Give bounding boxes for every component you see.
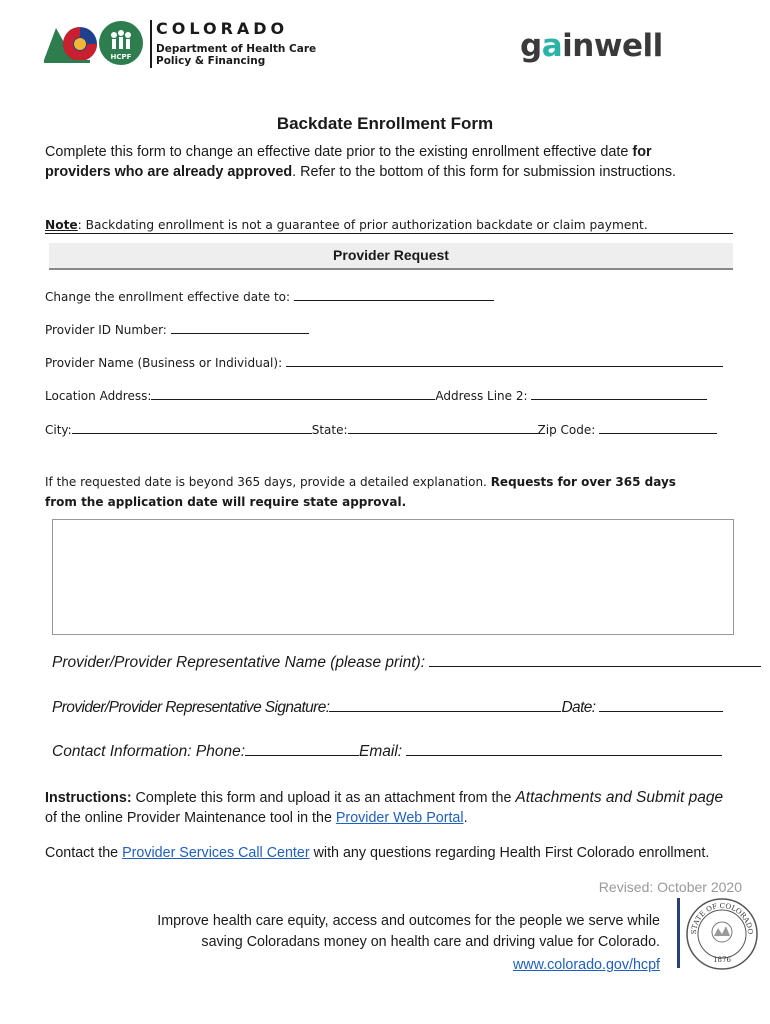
- email-label: Email:: [359, 743, 403, 760]
- colorado-logo: [44, 20, 104, 66]
- explanation-textarea[interactable]: [52, 519, 734, 635]
- zip-label: Zip Code:: [537, 423, 596, 437]
- contact-info-row: [52, 741, 722, 761]
- rep-name-field[interactable]: [429, 652, 761, 667]
- contact-paragraph: Contact the Provider Services Call Center with any questions regarding Health First Colorado enrollment.: [45, 845, 710, 861]
- explanation-instructions: If the requested date is beyond 365 days, provide a detailed explanation. Requests for over 365 days from the application date will require state approval.: [45, 475, 676, 509]
- gainwell-logo-text: gainwell: [520, 28, 663, 64]
- backdate-note: [45, 218, 733, 234]
- colorado-wordmark: COLORADO: [156, 19, 289, 38]
- department-line2: Policy & Financing: [156, 55, 266, 67]
- provider-name-row: [45, 354, 723, 370]
- department-name: [156, 43, 316, 67]
- gainwell-logo: [520, 28, 663, 64]
- rep-name-row: [52, 652, 761, 672]
- address-line2-field[interactable]: [531, 387, 707, 400]
- state-seal-icon: [684, 896, 760, 972]
- mission-line2: saving Coloradans money on health care and driving value for Colorado.: [201, 934, 660, 950]
- call-center-link[interactable]: Provider Services Call Center: [122, 845, 310, 861]
- zip-field[interactable]: [599, 421, 717, 434]
- provider-id-label: Provider ID Number:: [45, 323, 167, 337]
- email-field[interactable]: [406, 741, 722, 756]
- state-field[interactable]: [348, 421, 538, 434]
- note-text: : Backdating enrollment is not a guarantee of prior authorization backdate or claim payment.: [77, 218, 648, 232]
- address-row: [45, 387, 707, 403]
- city-state-zip-row: [45, 421, 717, 437]
- mission-line1: Improve health care equity, access and outcomes for the people we serve while: [157, 913, 660, 929]
- provider-name-label: Provider Name (Business or Individual):: [45, 356, 283, 370]
- section-header-provider-request: Provider Request: [49, 243, 733, 270]
- hcpf-logo: [98, 20, 144, 66]
- mission-statement: [90, 911, 660, 953]
- revised-date: Revised: October 2020: [598, 879, 742, 895]
- effective-date-label: Change the enrollment effective date to:: [45, 290, 291, 304]
- date-field[interactable]: [599, 697, 723, 712]
- seal-top-text: STATE OF COLORADO: [689, 901, 755, 935]
- provider-id-row: [45, 321, 309, 337]
- address-line2-label: Address Line 2:: [435, 389, 528, 403]
- phone-field[interactable]: [245, 741, 359, 756]
- location-address-field[interactable]: [151, 387, 435, 400]
- note-label: Note: [45, 218, 78, 232]
- rep-name-label: Provider/Provider Representative Name (please print):: [52, 654, 426, 671]
- city-field[interactable]: [72, 421, 312, 434]
- form-title: Backdate Enrollment Form: [276, 114, 494, 133]
- location-address-label: Location Address:: [45, 389, 152, 403]
- provider-name-field[interactable]: [286, 354, 723, 367]
- city-label: City:: [45, 423, 72, 437]
- rep-signature-field[interactable]: [329, 697, 561, 712]
- provider-id-field[interactable]: [171, 321, 309, 334]
- rep-signature-label: Provider/Provider Representative Signature:: [52, 699, 330, 716]
- submission-instructions: Instructions: Complete this form and upload it as an attachment from the Attachments and Submit page of the online Provider Maintenance tool in the Provider Web Portal.: [45, 789, 724, 826]
- date-label: Date:: [561, 699, 596, 716]
- form-intro: Complete this form to change an effective date prior to the existing enrollment effective date for providers who are already approved. Refer to the bottom of this form for submission instructions.: [45, 144, 677, 180]
- phone-label: Contact Information: Phone:: [52, 743, 246, 760]
- seal-year: 1876: [713, 956, 731, 964]
- effective-date-row: [45, 288, 494, 304]
- department-line1: Department of Health Care: [156, 43, 317, 55]
- state-label: State:: [311, 423, 348, 437]
- footer-divider: [677, 898, 680, 968]
- hcpf-badge-text: HCPF: [110, 53, 132, 61]
- hcpf-website-link[interactable]: www.colorado.gov/hcpf: [512, 957, 660, 973]
- effective-date-field[interactable]: [294, 288, 494, 301]
- instructions-label: Instructions:: [45, 790, 132, 806]
- provider-web-portal-link[interactable]: Provider Web Portal: [335, 810, 464, 826]
- rep-signature-row: [52, 697, 723, 717]
- header-divider: [150, 20, 152, 68]
